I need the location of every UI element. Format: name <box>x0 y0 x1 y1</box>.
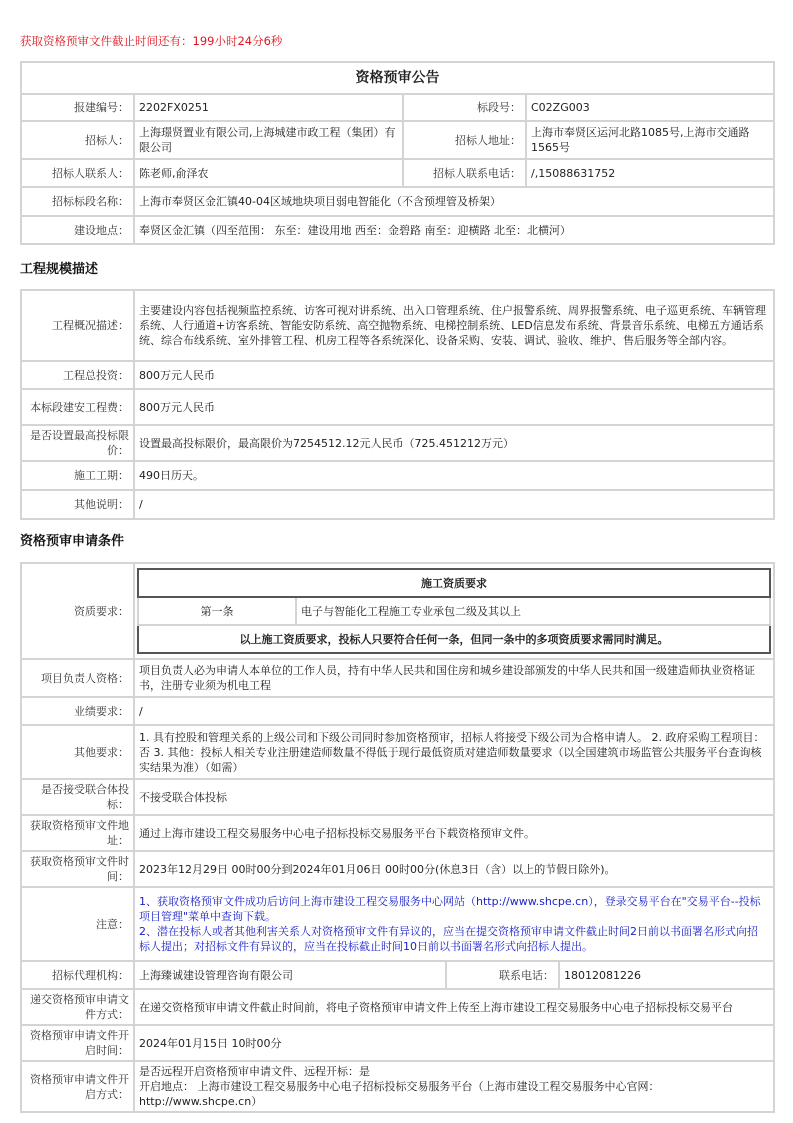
notice-value <box>134 887 774 961</box>
total-investment-value: 800万元人民币 <box>134 361 774 389</box>
agency-phone-label: 联系电话： <box>446 961 559 989</box>
max-price-label: 是否设置最高投标限价： <box>21 425 134 461</box>
report-no-label: 报建编号： <box>21 94 134 121</box>
doc-time-label: 获取资格预审文件时间： <box>21 851 134 887</box>
overview-value: 主要建设内容包括视频监控系统、访客可视对讲系统、出入口管理系统、住户报警系统、周界报警系统、电子巡更系统、车辆管理系统、人行通道+访客系统、智能安防系统、高空抛物系统、电梯控制系统、LED信息发布系统、背景音乐系统、电梯五方通话系统、综合布线系统、室外排管工程、机房工程等各系统深化、设备采购、安装、调试、验收、维护、售后服务等全部内容。 <box>134 290 774 361</box>
performance-label: 业绩要求： <box>21 697 134 725</box>
tenderer-label: 招标人： <box>21 121 134 159</box>
open-method-value <box>134 1061 774 1112</box>
duration-label: 施工工期： <box>21 461 134 490</box>
consortium-value: 不接受联合体投标 <box>134 779 774 815</box>
tenderer-address-label: 招标人地址： <box>403 121 526 159</box>
announcement-table <box>20 61 775 245</box>
pm-qualification-value: 项目负责人必为申请人本单位的工作人员，持有中华人民共和国住房和城乡建设部颁发的中华人民共和国一级建造师执业资格证书，注册专业须为机电工程 <box>134 659 774 697</box>
doc-address-label: 获取资格预审文件地址： <box>21 815 134 851</box>
total-investment-label: 工程总投资： <box>21 361 134 389</box>
duration-value: 490日历天。 <box>134 461 774 490</box>
submit-method-label: 递交资格预审申请文件方式： <box>21 989 134 1025</box>
qualification-header: 施工资质要求 <box>138 569 770 597</box>
performance-value: / <box>134 697 774 725</box>
section-name-value: 上海市奉贤区金汇镇40-04区域地块项目弱电智能化（不含预埋管及桥架） <box>134 187 774 216</box>
qualification-item-no: 第一条 <box>138 597 296 625</box>
open-time-value: 2024年01月15日 10时00分 <box>134 1025 774 1061</box>
conditions-table <box>20 562 775 1113</box>
qualification-cell <box>134 563 774 659</box>
other-note-value: / <box>134 490 774 519</box>
other-requirements-label: 其他要求： <box>21 725 134 779</box>
max-price-value: 设置最高投标限价，最高限价为7254512.12元人民币（725.451212万元） <box>134 425 774 461</box>
consortium-label: 是否接受联合体投标： <box>21 779 134 815</box>
other-requirements-value: 1. 具有控股和管理关系的上级公司和下级公司同时参加资格预审，招标人将接受下级公司为合格申请人。 2. 政府采购工程项目： 否 3. 其他：投标人相关专业注册建造师数量不得低于现行最低资质对建造师数量要求（以全国建筑市场监管公共服务平台查询核实结果为准）（如需） <box>134 725 774 779</box>
overview-label: 工程概况描述： <box>21 290 134 361</box>
section-no-value: C02ZG003 <box>526 94 774 121</box>
open-method-label: 资格预审申请文件开启方式： <box>21 1061 134 1112</box>
page-title: 资格预审公告 <box>21 62 774 94</box>
qualification-label: 资质要求： <box>21 563 134 659</box>
section-heading-conditions: 资格预审申请条件 <box>20 534 125 549</box>
contact-label: 招标人联系人： <box>21 159 134 187</box>
tenderer-value: 上海璟贤置业有限公司,上海城建市政工程（集团）有限公司 <box>134 121 403 159</box>
tenderer-address-value: 上海市奉贤区运河北路1085号,上海市交通路1565号 <box>526 121 774 159</box>
phone-value: /,15088631752 <box>526 159 774 187</box>
open-method-line-2: 开启地点： 上海市建设工程交易服务中心电子招标投标交易服务平台（上海市建设工程交易服务中心官网：http://www.shcpe.cn） <box>139 1080 660 1108</box>
agency-label: 招标代理机构： <box>21 961 134 989</box>
phone-label: 招标人联系电话： <box>403 159 526 187</box>
notice-item-1: 1、获取资格预审文件成功后访问上海市建设工程交易服务中心网站（http://www.shcpe.cn），登录交易平台在"交易平台--投标项目管理"菜单中查询下载。 <box>139 895 761 923</box>
agency-value: 上海臻诚建设管理咨询有限公司 <box>134 961 446 989</box>
scale-table <box>20 289 775 520</box>
report-no-value: 2202FX0251 <box>134 94 403 121</box>
notice-label: 注意： <box>21 887 134 961</box>
notice-item-2: 2、潜在投标人或者其他利害关系人对资格预审文件有异议的，应当在提交资格预审申请文件截止时间2日前以书面署名形式向招标人提出；对招标文件有异议的，应当在投标截止时间10日前以书面署名形式向招标人提出。 <box>139 925 758 953</box>
open-time-label: 资格预审申请文件开启时间： <box>21 1025 134 1061</box>
agency-phone-value: 18012081226 <box>559 961 774 989</box>
other-note-label: 其他说明： <box>21 490 134 519</box>
section-no-label: 标段号： <box>403 94 526 121</box>
doc-address-value: 通过上海市建设工程交易服务中心电子招标投标交易服务平台下载资格预审文件。 <box>134 815 774 851</box>
build-cost-value: 800万元人民币 <box>134 389 774 425</box>
doc-time-value: 2023年12月29日 00时00分到2024年01月06日 00时00分(休息3日（含）以上的节假日除外)。 <box>134 851 774 887</box>
open-method-line-1: 是否远程开启资格预审申请文件、远程开标：是 <box>139 1065 370 1078</box>
countdown-timer: 获取资格预审文件截止时间还有：199小时24分6秒 <box>20 34 283 48</box>
location-value: 奉贤区金汇镇（四至范围： 东至：建设用地 西至：金碧路 南至：迎横路 北至：北横河） <box>134 216 774 244</box>
qualification-item-text: 电子与智能化工程施工专业承包二级及其以上 <box>296 597 770 625</box>
section-name-label: 招标标段名称： <box>21 187 134 216</box>
section-heading-scale: 工程规模描述 <box>20 262 99 277</box>
pm-qualification-label: 项目负责人资格： <box>21 659 134 697</box>
build-cost-label: 本标段建安工程费： <box>21 389 134 425</box>
location-label: 建设地点： <box>21 216 134 244</box>
submit-method-value: 在递交资格预审申请文件截止时间前，将电子资格预审申请文件上传至上海市建设工程交易服务中心电子招标投标交易平台 <box>134 989 774 1025</box>
qualification-table <box>137 568 771 654</box>
qualification-footer: 以上施工资质要求，投标人只要符合任何一条，但同一条中的多项资质要求需同时满足。 <box>138 625 770 653</box>
contact-value: 陈老师,俞泽农 <box>134 159 403 187</box>
